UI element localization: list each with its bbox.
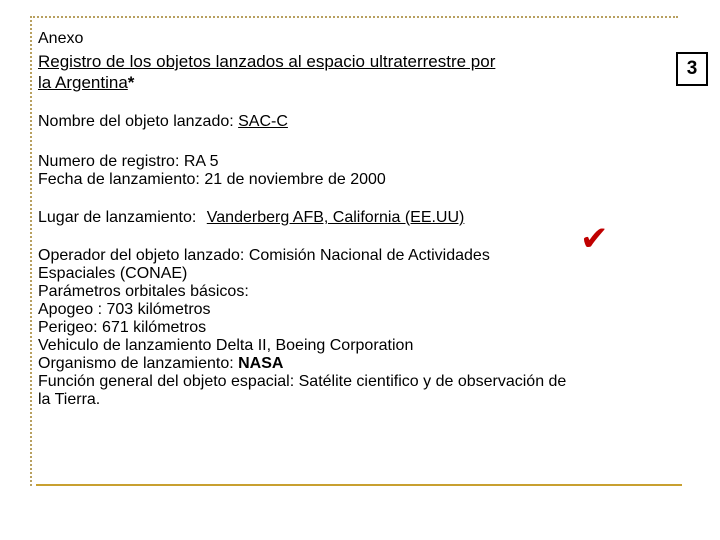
operator-line-1 [38, 247, 658, 265]
page-number: 3 [676, 52, 708, 86]
slide-content [38, 30, 658, 409]
frame-left-border [30, 16, 32, 486]
object-name-value: SAC-C [238, 113, 288, 130]
launch-site-value: Vanderberg AFB, California (EE.UU) [206, 209, 465, 226]
check-mark-icon: ✔ [580, 220, 609, 258]
agency-value: NASA [238, 355, 284, 372]
object-name-label: Nombre del objeto lanzado: [38, 113, 239, 130]
function-line-2: la Tierra. [38, 391, 101, 408]
launch-date: Fecha de lanzamiento: 21 de noviembre de 2000 [38, 171, 386, 188]
annex-label: Anexo [38, 30, 84, 47]
object-name-line [38, 113, 658, 131]
launch-vehicle: Vehiculo de lanzamiento Delta II, Boeing Corporation [38, 337, 414, 354]
title-line-2 [38, 72, 658, 93]
registration-number: Numero de registro: RA 5 [38, 153, 219, 170]
launch-site-line [38, 209, 658, 227]
title-text-2: la Argentina [38, 73, 128, 92]
title-asterisk: * [127, 73, 135, 92]
function-line-1: Función general del objeto espacial: Satélite cientifico y de observación de [38, 373, 567, 390]
perigee: Perigeo: 671 kilómetros [38, 319, 207, 336]
title-line-1: Registro de los objetos lanzados al espacio ultraterrestre por [38, 52, 496, 71]
apogee: Apogeo : 703 kilómetros [38, 301, 211, 318]
operator-line-2: Espaciales (CONAE) [38, 265, 188, 282]
agency-line [38, 355, 658, 373]
orbital-params-heading: Parámetros orbitales básicos: [38, 283, 249, 300]
agency-label: Organismo de lanzamiento: [38, 355, 239, 372]
operator-label: Operador del objeto lanzado: [38, 247, 249, 264]
launch-site-label: Lugar de lanzamiento: [38, 209, 201, 226]
frame-top-border [30, 16, 678, 18]
operator-value: Comisión Nacional de Actividades [248, 247, 490, 264]
frame-bottom-border [36, 484, 682, 486]
